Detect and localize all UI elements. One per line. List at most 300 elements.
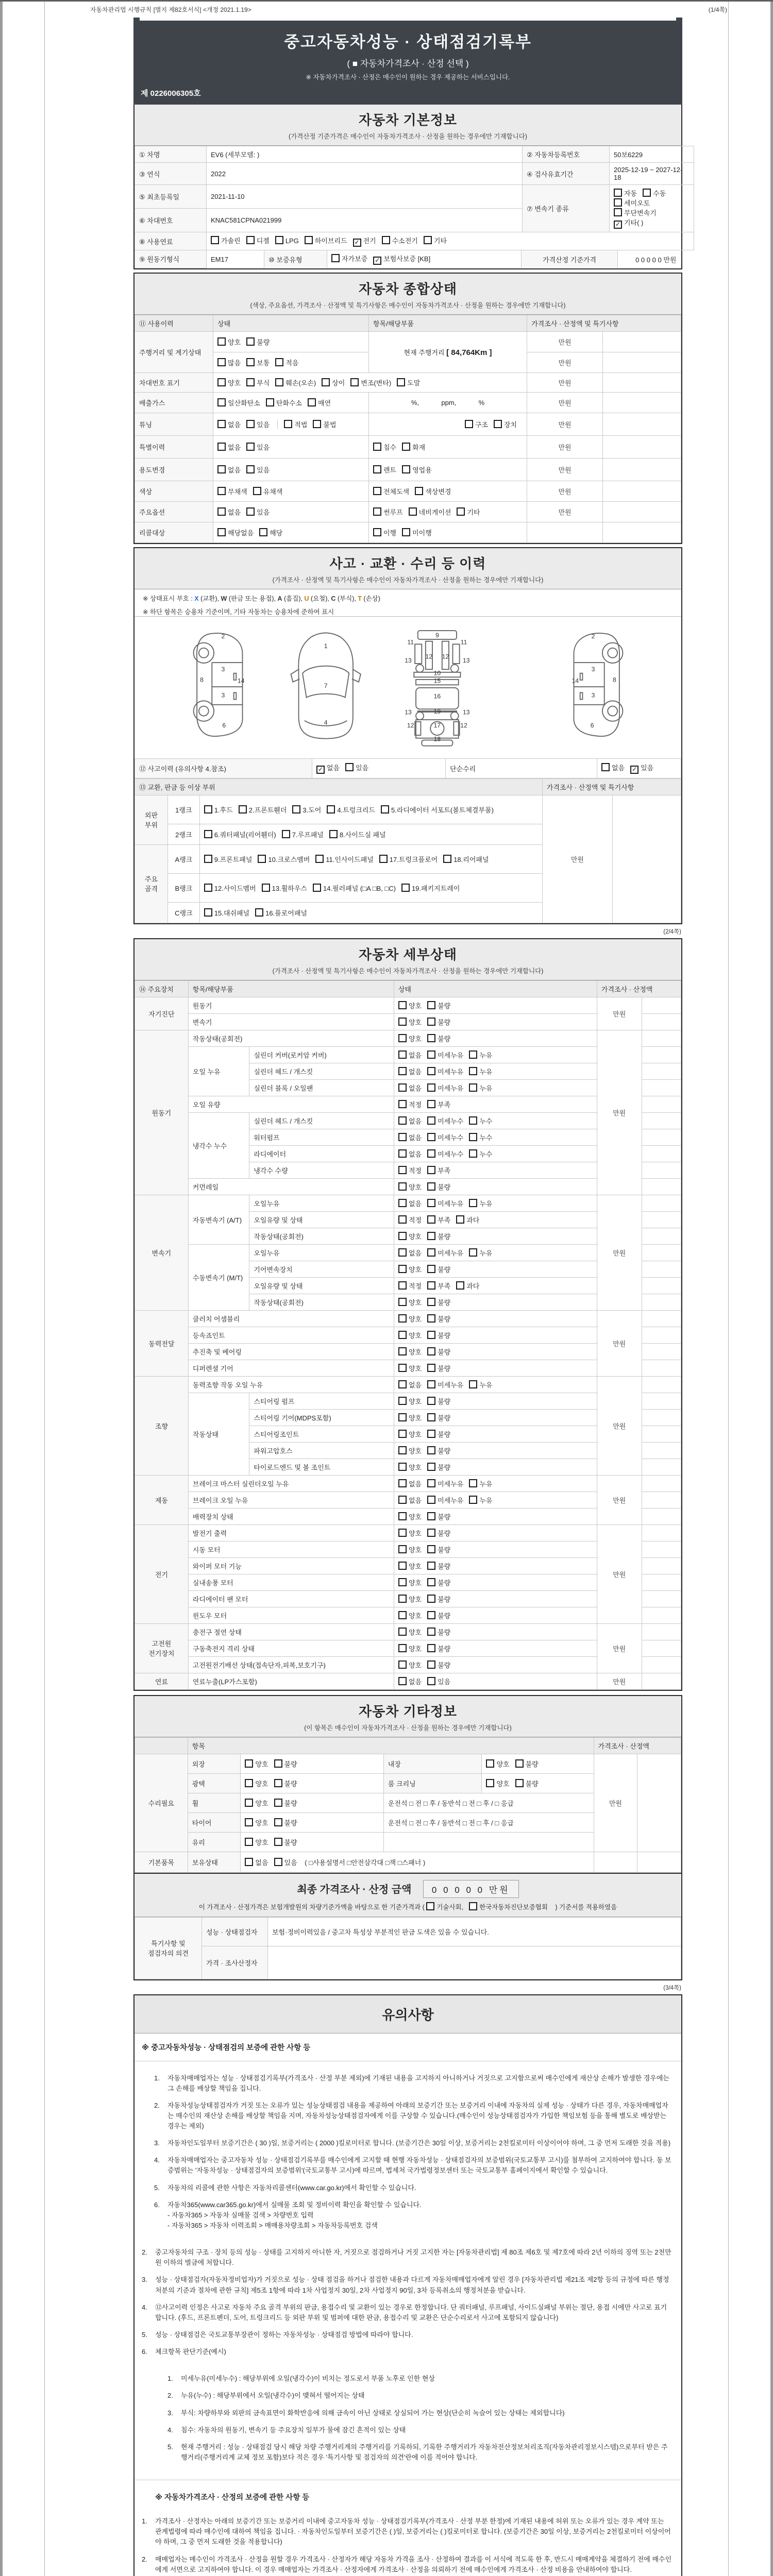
checkbox[interactable] — [398, 1660, 407, 1669]
checkbox[interactable] — [217, 443, 226, 451]
checkbox[interactable] — [217, 337, 226, 346]
checkbox-option[interactable] — [427, 1033, 450, 1043]
checkbox[interactable] — [204, 908, 212, 917]
checkbox[interactable] — [427, 1446, 435, 1454]
checkbox-option[interactable] — [409, 507, 451, 517]
checkbox[interactable] — [427, 1595, 435, 1603]
checkbox[interactable] — [246, 358, 255, 366]
checkbox[interactable] — [427, 1248, 435, 1257]
checkbox[interactable] — [398, 1149, 407, 1158]
checkbox[interactable] — [217, 507, 226, 516]
checkbox-option[interactable] — [398, 1660, 422, 1670]
checkbox-option[interactable] — [398, 1099, 422, 1109]
checkbox[interactable] — [398, 1067, 407, 1075]
checkbox[interactable] — [427, 1100, 435, 1108]
checkbox-option[interactable] — [427, 1627, 450, 1637]
checkbox-option[interactable] — [427, 1330, 450, 1340]
checkbox-option[interactable] — [427, 1264, 450, 1274]
checkbox[interactable] — [284, 420, 292, 428]
checkbox-option[interactable] — [515, 1759, 539, 1769]
checkbox-option[interactable] — [402, 528, 432, 537]
checkbox-option[interactable] — [398, 1132, 422, 1142]
checkbox-option[interactable] — [427, 1281, 450, 1291]
checkbox-option[interactable] — [204, 829, 276, 839]
checkbox-option[interactable] — [246, 507, 270, 517]
checkbox-option[interactable] — [486, 1778, 509, 1788]
checkbox-option[interactable] — [398, 1512, 422, 1521]
checkbox-option[interactable] — [211, 235, 241, 245]
checkbox-option[interactable] — [457, 507, 480, 517]
checkbox[interactable] — [469, 1149, 477, 1158]
checkbox[interactable] — [373, 465, 381, 473]
checkbox-option[interactable] — [398, 1495, 422, 1505]
checkbox-option[interactable] — [398, 1050, 422, 1060]
checkbox-option[interactable] — [443, 854, 489, 864]
checkbox[interactable] — [217, 420, 226, 428]
checkbox[interactable] — [274, 1779, 282, 1787]
checkbox-option[interactable] — [398, 1215, 422, 1225]
checkbox[interactable] — [217, 487, 226, 495]
checkbox-option[interactable] — [398, 1429, 422, 1439]
checkbox[interactable] — [469, 1479, 477, 1487]
checkbox[interactable] — [415, 487, 423, 495]
checkbox-option[interactable] — [382, 235, 418, 245]
checkbox[interactable] — [217, 358, 226, 366]
checkbox-option[interactable] — [398, 1182, 422, 1192]
checkbox-option[interactable] — [398, 1066, 422, 1076]
checkbox-option[interactable] — [469, 1116, 492, 1126]
checkbox-option[interactable] — [239, 805, 287, 815]
checkbox[interactable] — [398, 1331, 407, 1339]
checkbox[interactable] — [469, 1496, 477, 1504]
checkbox[interactable] — [274, 1818, 282, 1826]
checkbox[interactable] — [398, 1628, 407, 1636]
checkbox[interactable] — [245, 1818, 253, 1826]
checkbox[interactable] — [427, 1628, 435, 1636]
checkbox-option[interactable] — [427, 1528, 450, 1538]
checkbox-option[interactable] — [424, 235, 447, 245]
checkbox-option[interactable] — [398, 1363, 422, 1373]
checkbox[interactable] — [614, 189, 622, 197]
checkbox-option[interactable] — [353, 235, 376, 247]
checkbox-option[interactable] — [398, 1017, 422, 1027]
checkbox-option[interactable] — [427, 1363, 450, 1373]
checkbox-option[interactable] — [427, 1561, 450, 1571]
checkbox-option[interactable] — [427, 1050, 463, 1060]
checkbox[interactable] — [427, 1677, 435, 1685]
checkbox-option[interactable] — [266, 398, 302, 408]
checkbox-option[interactable] — [494, 419, 517, 429]
checkbox[interactable] — [398, 1479, 407, 1487]
checkbox[interactable] — [409, 507, 417, 516]
checkbox[interactable] — [427, 1034, 435, 1042]
checkbox[interactable] — [398, 1380, 407, 1388]
checkbox-option[interactable] — [217, 486, 247, 496]
checkbox-option[interactable] — [398, 1396, 422, 1406]
checkbox-option[interactable] — [398, 1347, 422, 1357]
checkbox[interactable] — [427, 1512, 435, 1520]
checkbox[interactable] — [246, 378, 255, 386]
checkbox[interactable] — [427, 1001, 435, 1009]
checkbox-option[interactable] — [217, 419, 241, 429]
checkbox[interactable] — [398, 1545, 407, 1553]
checkbox[interactable] — [601, 763, 610, 771]
checkbox-option[interactable] — [379, 854, 438, 864]
checkbox-option[interactable] — [398, 1594, 422, 1604]
checkbox-option[interactable] — [245, 1778, 268, 1788]
checkbox[interactable] — [398, 1248, 407, 1257]
checkbox[interactable] — [398, 1430, 407, 1438]
checkbox-option[interactable] — [245, 1857, 268, 1867]
checkbox-option[interactable] — [274, 1837, 297, 1847]
checkbox-option[interactable] — [259, 528, 282, 537]
checkbox[interactable] — [427, 1413, 435, 1421]
checkbox-option[interactable] — [398, 1380, 422, 1389]
checkbox-option[interactable] — [245, 1818, 268, 1827]
checkbox[interactable] — [427, 1050, 435, 1059]
checkbox[interactable] — [211, 236, 219, 244]
checkbox-option[interactable] — [486, 1759, 509, 1769]
checkbox[interactable] — [469, 1116, 477, 1125]
checkbox[interactable] — [427, 1397, 435, 1405]
checkbox[interactable] — [427, 1281, 435, 1290]
checkbox-option[interactable] — [398, 1627, 422, 1637]
checkbox-option[interactable] — [427, 1495, 463, 1505]
checkbox[interactable] — [381, 805, 389, 814]
checkbox[interactable] — [443, 855, 451, 863]
checkbox-option[interactable] — [469, 1149, 492, 1159]
checkbox[interactable] — [305, 236, 313, 244]
checkbox[interactable] — [398, 1496, 407, 1504]
checkbox-option[interactable] — [204, 805, 233, 815]
checkbox-option[interactable] — [274, 1857, 297, 1867]
checkbox-option[interactable] — [398, 1198, 422, 1208]
checkbox[interactable] — [373, 443, 381, 451]
checkbox-option[interactable] — [427, 1017, 450, 1027]
checkbox-option[interactable] — [401, 883, 460, 893]
checkbox-option[interactable] — [614, 188, 637, 198]
checkbox-option[interactable] — [427, 1066, 463, 1076]
checkbox-option[interactable] — [398, 1413, 422, 1422]
checkbox-option[interactable] — [274, 1759, 297, 1769]
checkbox[interactable] — [275, 236, 283, 244]
checkbox[interactable] — [469, 1083, 477, 1092]
checkbox-option[interactable] — [465, 419, 488, 429]
checkbox[interactable] — [427, 1578, 435, 1586]
checkbox[interactable] — [398, 1512, 407, 1520]
checkbox[interactable] — [397, 378, 405, 386]
checkbox-option[interactable] — [427, 1578, 450, 1587]
checkbox[interactable] — [245, 1858, 253, 1866]
checkbox[interactable] — [427, 1660, 435, 1669]
checkbox[interactable] — [469, 1133, 477, 1141]
checkbox-option[interactable] — [515, 1778, 539, 1788]
checkbox-option[interactable] — [398, 1248, 422, 1258]
checkbox[interactable] — [398, 1529, 407, 1537]
checkbox[interactable] — [427, 1529, 435, 1537]
checkbox-option[interactable] — [427, 1297, 450, 1307]
checkbox[interactable] — [398, 1364, 407, 1372]
checkbox-option[interactable] — [643, 188, 666, 198]
checkbox[interactable] — [382, 236, 390, 244]
checkbox-option[interactable] — [398, 1165, 422, 1175]
checkbox-option[interactable] — [274, 1798, 297, 1808]
checkbox[interactable] — [379, 855, 388, 863]
checkbox-option[interactable] — [398, 1083, 422, 1093]
checkbox-option[interactable] — [217, 378, 241, 387]
checkbox[interactable] — [469, 1380, 477, 1388]
checkbox[interactable] — [373, 507, 381, 516]
checkbox[interactable] — [427, 1331, 435, 1339]
checkbox[interactable] — [313, 884, 321, 892]
checkbox-option[interactable] — [427, 1594, 450, 1604]
checkbox-option[interactable] — [246, 465, 270, 474]
checkbox[interactable] — [515, 1759, 524, 1768]
checkbox[interactable] — [262, 884, 270, 892]
checkbox[interactable] — [204, 855, 212, 863]
checkbox-option[interactable] — [255, 908, 307, 918]
checkbox[interactable] — [427, 1083, 435, 1092]
checkbox-option[interactable] — [373, 528, 396, 537]
checkbox[interactable] — [350, 378, 359, 386]
checkbox[interactable] — [402, 443, 410, 451]
checkbox-option[interactable] — [313, 419, 336, 429]
checkbox-option[interactable] — [427, 1198, 463, 1208]
checkbox-option[interactable] — [246, 378, 270, 387]
checkbox[interactable] — [494, 420, 502, 428]
checkbox[interactable] — [398, 1018, 407, 1026]
checkbox-option[interactable] — [217, 507, 241, 517]
checkbox-option[interactable] — [469, 1066, 492, 1076]
checkbox-option[interactable] — [469, 1380, 492, 1389]
checkbox-option[interactable] — [402, 442, 425, 452]
checkbox-option[interactable] — [456, 1215, 479, 1225]
checkbox-option[interactable] — [217, 398, 260, 408]
checkbox[interactable] — [398, 1347, 407, 1355]
checkbox-option[interactable] — [274, 1818, 297, 1827]
checkbox[interactable] — [427, 1298, 435, 1306]
checkbox-option[interactable] — [427, 1099, 450, 1109]
checkbox[interactable] — [275, 358, 283, 366]
checkbox-option[interactable] — [245, 1759, 268, 1769]
checkbox[interactable] — [469, 1248, 477, 1257]
checkbox-option[interactable] — [398, 1297, 422, 1307]
checkbox[interactable] — [469, 1050, 477, 1059]
checkbox-option[interactable] — [469, 1248, 492, 1258]
checkbox-option[interactable] — [373, 442, 396, 452]
checkbox-option[interactable] — [246, 235, 270, 245]
checkbox[interactable] — [402, 465, 410, 473]
checkbox[interactable] — [427, 1199, 435, 1207]
checkbox-option[interactable] — [427, 1396, 450, 1406]
checkbox[interactable] — [427, 1215, 435, 1224]
checkbox-option[interactable] — [246, 358, 270, 367]
checkbox-option[interactable] — [217, 337, 241, 347]
checkbox-checked[interactable] — [373, 257, 381, 265]
checkbox-option[interactable] — [398, 1479, 422, 1488]
checkbox-option[interactable] — [427, 1643, 450, 1653]
checkbox-option[interactable] — [373, 486, 409, 496]
checkbox-option[interactable] — [345, 762, 368, 772]
checkbox[interactable] — [427, 1479, 435, 1487]
checkbox[interactable] — [253, 487, 261, 495]
checkbox[interactable] — [402, 528, 410, 536]
checkbox[interactable] — [258, 855, 266, 863]
checkbox[interactable] — [614, 208, 622, 216]
checkbox[interactable] — [398, 1182, 407, 1191]
checkbox-option[interactable] — [217, 358, 241, 367]
checkbox-option[interactable] — [398, 1116, 422, 1126]
checkbox-option[interactable] — [373, 465, 396, 474]
checkbox-option[interactable] — [350, 378, 391, 387]
checkbox-option[interactable] — [398, 1462, 422, 1472]
checkbox[interactable] — [282, 830, 290, 838]
checkbox-option[interactable] — [402, 465, 432, 474]
checkbox-option[interactable] — [292, 805, 321, 815]
checkbox-option[interactable] — [398, 1330, 422, 1340]
checkbox-option[interactable] — [469, 1132, 492, 1142]
checkbox[interactable] — [246, 337, 255, 346]
checkbox[interactable] — [465, 420, 473, 428]
checkbox[interactable] — [398, 1083, 407, 1092]
checkbox-option[interactable] — [469, 1050, 492, 1060]
checkbox-option[interactable] — [469, 1083, 492, 1093]
checkbox[interactable] — [266, 398, 274, 406]
checkbox[interactable] — [246, 420, 255, 428]
checkbox[interactable] — [274, 1759, 282, 1768]
checkbox[interactable] — [259, 528, 267, 536]
checkbox-option[interactable] — [315, 854, 373, 864]
checkbox[interactable] — [313, 420, 321, 428]
checkbox[interactable] — [398, 1413, 407, 1421]
checkbox[interactable] — [245, 1759, 253, 1768]
checkbox[interactable] — [427, 1149, 435, 1158]
checkbox-option[interactable] — [427, 1660, 450, 1670]
checkbox[interactable] — [398, 1050, 407, 1059]
checkbox[interactable] — [398, 1562, 407, 1570]
checkbox-option[interactable] — [274, 1778, 297, 1788]
checkbox-option[interactable] — [415, 486, 451, 496]
checkbox[interactable] — [469, 1902, 477, 1910]
checkbox[interactable] — [217, 398, 226, 406]
checkbox[interactable] — [398, 1397, 407, 1405]
checkbox-option[interactable] — [313, 883, 396, 893]
checkbox-checked[interactable] — [316, 766, 325, 774]
checkbox-option[interactable] — [246, 419, 270, 429]
checkbox-option[interactable] — [246, 442, 270, 452]
checkbox[interactable] — [398, 1001, 407, 1009]
checkbox-option[interactable] — [398, 1231, 422, 1241]
checkbox-option[interactable] — [217, 442, 241, 452]
checkbox[interactable] — [427, 1380, 435, 1388]
checkbox[interactable] — [274, 1838, 282, 1846]
checkbox-option[interactable] — [217, 465, 241, 474]
checkbox[interactable] — [274, 1858, 282, 1866]
checkbox[interactable] — [427, 1545, 435, 1553]
checkbox-option[interactable] — [397, 378, 420, 387]
checkbox[interactable] — [427, 1364, 435, 1372]
checkbox-option[interactable] — [327, 805, 375, 815]
checkbox[interactable] — [245, 1838, 253, 1846]
checkbox[interactable] — [398, 1314, 407, 1323]
checkbox[interactable] — [345, 763, 354, 771]
checkbox-option[interactable] — [275, 236, 299, 245]
checkbox-checked[interactable] — [630, 766, 638, 774]
checkbox[interactable] — [398, 1215, 407, 1224]
checkbox-option[interactable] — [427, 1462, 450, 1472]
checkbox[interactable] — [255, 908, 263, 917]
checkbox-option[interactable] — [381, 805, 494, 815]
checkbox[interactable] — [292, 805, 300, 814]
checkbox-option[interactable] — [275, 358, 298, 367]
checkbox[interactable] — [486, 1759, 494, 1768]
checkbox-checked[interactable] — [614, 221, 622, 229]
checkbox[interactable] — [245, 1799, 253, 1807]
checkbox-option[interactable] — [398, 1446, 422, 1455]
checkbox-checked[interactable] — [353, 239, 361, 247]
checkbox[interactable] — [427, 1347, 435, 1355]
checkbox[interactable] — [427, 1463, 435, 1471]
checkbox[interactable] — [398, 1281, 407, 1290]
checkbox[interactable] — [398, 1298, 407, 1306]
checkbox[interactable] — [398, 1100, 407, 1108]
checkbox[interactable] — [217, 528, 226, 536]
checkbox[interactable] — [427, 1018, 435, 1026]
checkbox[interactable] — [329, 830, 338, 838]
checkbox-option[interactable] — [427, 1314, 450, 1324]
checkbox-option[interactable] — [427, 1545, 450, 1554]
checkbox[interactable] — [456, 1281, 464, 1290]
checkbox[interactable] — [308, 398, 316, 406]
checkbox[interactable] — [427, 1116, 435, 1125]
checkbox-option[interactable] — [373, 507, 403, 517]
checkbox-option[interactable] — [469, 1495, 492, 1505]
checkbox-option[interactable] — [245, 1837, 268, 1847]
checkbox[interactable] — [427, 1232, 435, 1240]
checkbox[interactable] — [456, 1215, 464, 1224]
checkbox-option[interactable] — [427, 1116, 463, 1126]
checkbox[interactable] — [398, 1034, 407, 1042]
checkbox-option[interactable] — [398, 1643, 422, 1653]
checkbox-option[interactable] — [426, 1902, 463, 1911]
checkbox[interactable] — [239, 805, 247, 814]
checkbox[interactable] — [398, 1463, 407, 1471]
checkbox[interactable] — [469, 1067, 477, 1075]
checkbox[interactable] — [398, 1199, 407, 1207]
checkbox-option[interactable] — [204, 854, 253, 864]
checkbox[interactable] — [614, 198, 622, 207]
checkbox[interactable] — [427, 1133, 435, 1141]
checkbox-option[interactable] — [316, 762, 340, 774]
checkbox[interactable] — [401, 884, 410, 892]
checkbox-option[interactable] — [601, 762, 625, 772]
checkbox-option[interactable] — [398, 1676, 422, 1686]
checkbox[interactable] — [398, 1133, 407, 1141]
checkbox-option[interactable] — [427, 1380, 463, 1389]
checkbox[interactable] — [246, 507, 255, 516]
checkbox-option[interactable] — [427, 1446, 450, 1455]
checkbox-option[interactable] — [398, 1001, 422, 1010]
checkbox[interactable] — [469, 1199, 477, 1207]
checkbox-option[interactable] — [427, 1165, 450, 1175]
checkbox-option[interactable] — [398, 1611, 422, 1620]
checkbox[interactable] — [426, 1902, 434, 1910]
checkbox-option[interactable] — [305, 235, 347, 245]
checkbox-option[interactable] — [398, 1033, 422, 1043]
checkbox-option[interactable] — [398, 1314, 422, 1324]
checkbox[interactable] — [457, 507, 465, 516]
checkbox-option[interactable] — [427, 1132, 463, 1142]
